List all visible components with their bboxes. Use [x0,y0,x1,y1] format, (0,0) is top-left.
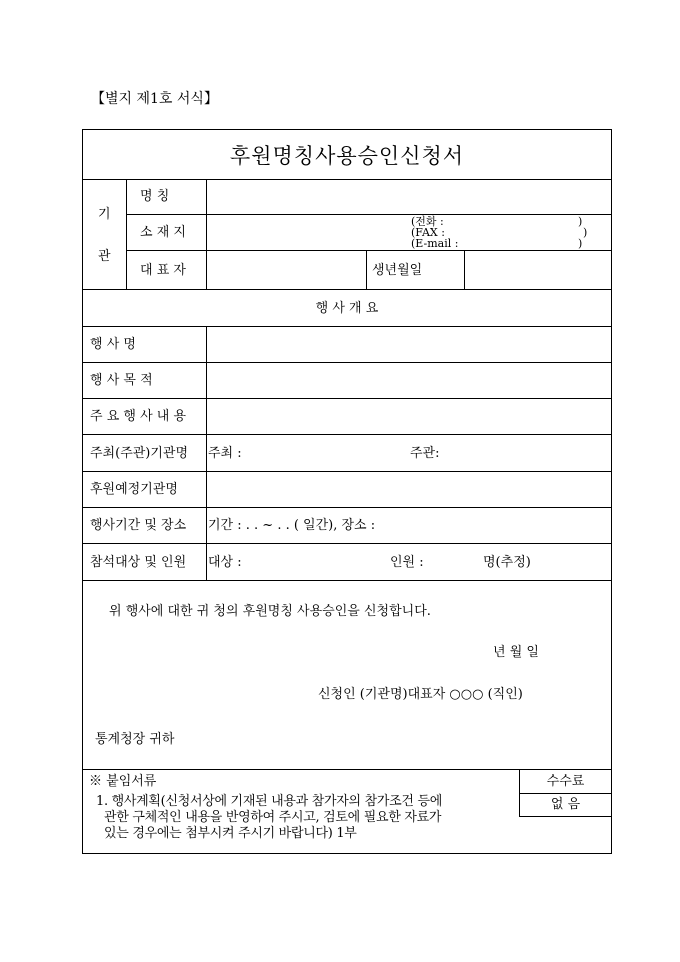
org-name-field[interactable] [207,180,611,213]
event-content-label: 주 요 행 사 내 용 [90,409,187,424]
period-place-label: 행사기간 및 장소 [90,518,187,533]
declaration-date: 년 월 일 [493,645,539,660]
fax-close: ) [583,226,588,239]
attachment-line-2: 관한 구체적인 내용을 반영하여 주시고, 검토에 필요한 자료가 [104,810,442,825]
declaration-text: 위 행사에 대한 귀 청의 후원명칭 사용승인을 신청합니다. [109,604,431,619]
org-address-label: 소 재 지 [140,225,186,240]
event-purpose-label: 행 사 목 적 [90,373,153,388]
target-value[interactable]: 대상 : [208,555,242,570]
host-org-label: 주최(주관)기관명 [90,446,189,461]
org-rep-field[interactable] [207,251,365,288]
recipient: 통계청장 귀하 [95,732,175,747]
birth-date-field[interactable] [465,251,611,288]
host-value[interactable]: 주최 : [208,446,242,461]
fax-label: (FAX : [411,226,445,239]
phone-label: (전화 : [411,215,444,228]
form-title: 후원명칭사용승인신청서 [229,144,465,168]
org-name-label: 명 칭 [140,189,170,204]
event-purpose-field[interactable] [207,363,611,397]
fee-value: 없 음 [550,797,581,812]
count-value[interactable]: 인원 : [390,555,424,570]
form-number-label: 【별지 제1호 서식】 [91,91,218,107]
attachment-line-3: 있는 경우에는 첨부시켜 주시기 바랍니다) 1부 [104,826,357,841]
event-name-label: 행 사 명 [90,337,136,352]
org-rep-label: 대 표 자 [140,263,186,278]
fee-label: 수수료 [546,774,585,789]
organizer-value[interactable]: 주관: [410,446,440,461]
participants-label: 참석대상 및 인원 [90,555,187,570]
org-group-label-top: 기 [98,207,111,222]
email-label: (E-mail : [411,237,459,250]
planned-sponsor-field[interactable] [207,472,611,506]
org-group-label-bottom: 관 [98,249,111,264]
applicant-signature: 신청인 (기관명)대표자 ○○○ (직인) [318,687,523,702]
birth-date-label: 생년월일 [372,263,423,278]
count-unit: 명(추정) [483,555,531,570]
email-close: ) [578,237,583,250]
phone-close: ) [578,215,583,228]
planned-sponsor-label: 후원예정기관명 [90,482,178,497]
attachment-line-1: 1. 행사계획(신청서상에 기재된 내용과 참가자의 참가조건 등에 [96,794,443,809]
attachments-header: ※ 붙임서류 [89,774,157,789]
event-content-field[interactable] [207,399,611,433]
period-place-value[interactable]: 기간 : . . ~ . . ( 일간), 장소 : [208,518,376,533]
event-overview-header: 행 사 개 요 [315,301,379,316]
org-address-field[interactable] [207,215,407,249]
event-name-field[interactable] [207,327,611,361]
